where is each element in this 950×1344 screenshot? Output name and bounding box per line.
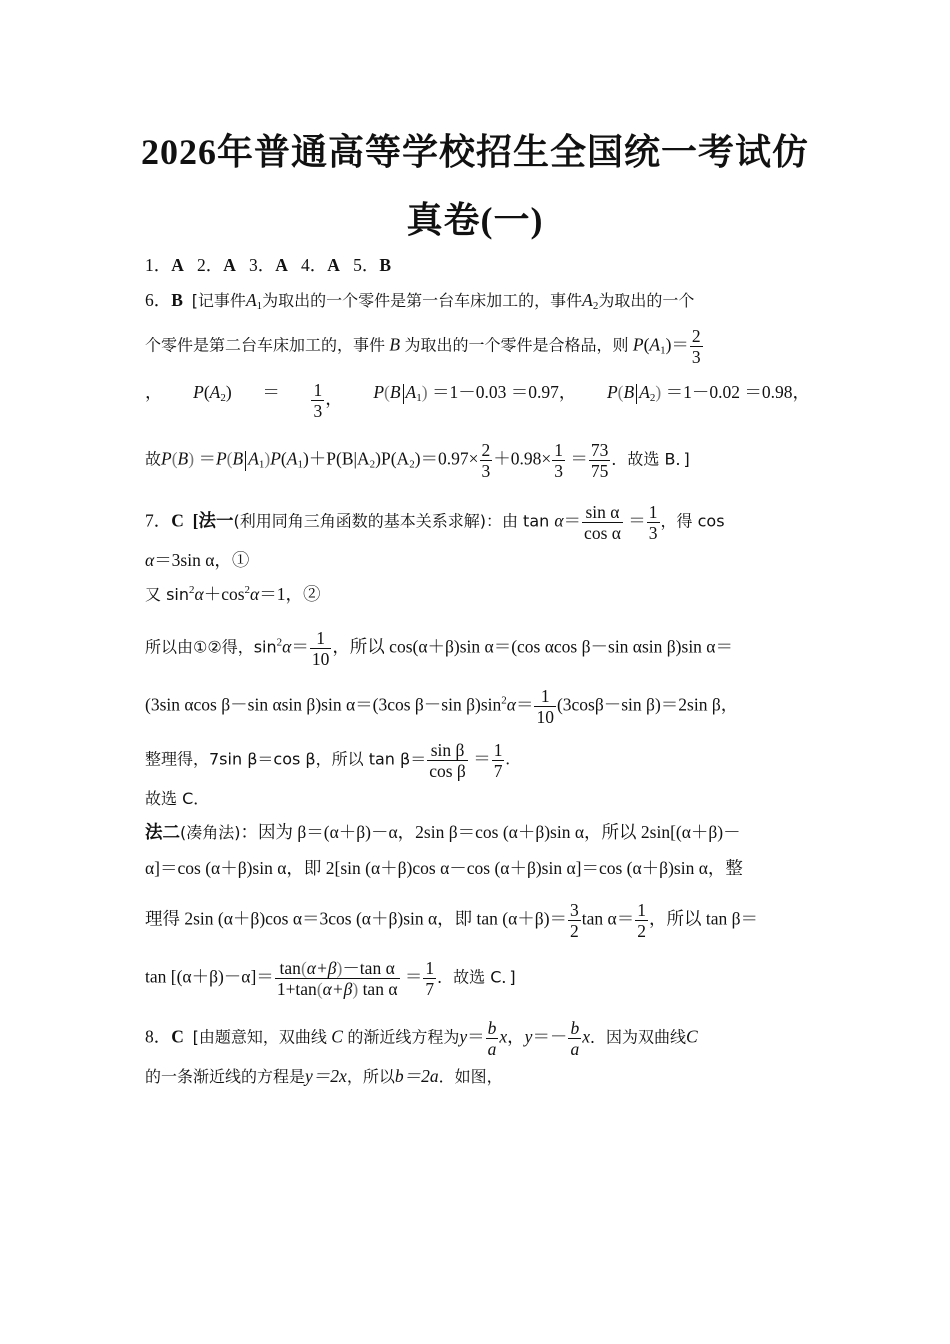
q6-line3: ， $P(A_2)$ ＝ $\frac{1}{3}$ ， P(B $A_1) =1-0.03 =0.97$， P(B $A_2) =1-0.02 =0.98$， (145, 380, 810, 422)
page-title-line1: 2026年普通高等学校招生全国统一考试仿 (140, 132, 809, 172)
q7-line9: α]＝cos (α＋β)sin α，即 2[sin (α＋β)cos α－cos (α＋β)sin α]＝cos (α＋β)sin α，整 (145, 858, 743, 878)
q7-line10: 理得 2sin (α＋β)cos α＝3cos (α＋β)sin α，即 tan (α＋β)＝ $\frac{3}{2}$ tan α＝ $\frac{1}{2}$ ，所以 tan β＝ (145, 900, 759, 942)
q8-line2: 的一条渐近线的方程是y＝2x，所以b＝2a．如图， (145, 1066, 503, 1086)
q6-line2: 个零件是第二台车床加工的，事件 B 为取出的一个零件是合格品，则 $P(A_1)=$ $\frac{2}{3}$ (145, 326, 701, 368)
q6-line4: 故P(B) ＝P(B $A_1)P(A_1)+P(B|A_2)P(A_2)=0.97\times$ $\frac{2}{3}$ ＋0.98× $\frac{1}{3}$ ＝ $\frac{73}{75}$ ．故选 B．] (145, 440, 690, 482)
q7-line7: 故选 C． (145, 789, 210, 808)
q8-line1: 8．C [由题意知，双曲线 C 的渐近线方程为y＝ $\frac{b}{a}$ x，y＝－ $\frac{b}{a}$ x．因为双曲线C (145, 1018, 698, 1060)
q7-line2: α＝3sin α，① (145, 550, 250, 570)
q7-line5: (3sin αcos β－sin αsin β)sin α＝(3cos β－sin $\beta)\sin^2\alpha=$ $\frac{1}{10}$ (3cosβ－sin β)＝2sin β， (145, 686, 739, 728)
q7-line3: 又 $\sin^2\alpha+\cos^2\alpha=1$，② (145, 584, 321, 604)
q7-line4: 所以由①②得，$\sin^2\alpha=$ $\frac{1}{10}$ ，所以 cos(α＋β)sin α＝(cos αcos β－sin αsin β)sin α＝ (145, 628, 733, 670)
q7-line8: 法二(凑角法)：因为 β＝(α＋β)－α，2sin β＝cos (α＋β)sin α，所以 2sin[(α＋β)－ (145, 822, 741, 842)
q6-line1: 6．B [记事件$A_1$为取出的一个零件是第一台车床加工的，事件$A_2$为取出的一个 (145, 290, 695, 312)
answers-1-5: 1．A 2．A 3．A 4．A 5．B (145, 255, 391, 275)
q7-line6: 整理得，7sin β＝cos β，所以 tan β＝ $\frac{\text{sin β}}{\text{cos β}}$ ＝ $\frac{1}{7}$ . (145, 740, 510, 782)
page-title-line2: 真卷(一) (406, 200, 544, 240)
q7-line1: 7．C [法一(利用同角三角函数的基本关系求解)：由 tan α＝ $\frac{\text{sin α}}{\text{cos α}}$ ＝ $\frac{1}{3}$ ，得 cos (145, 502, 725, 544)
q7-line11: tan [(α＋β)－α]＝ $\frac{\text{tan(α+β)－tan α}}{\text{1+tan(α+β) tan α}}$ ＝ $\frac{1}{7}$ ．故选 C．] (145, 958, 516, 1000)
